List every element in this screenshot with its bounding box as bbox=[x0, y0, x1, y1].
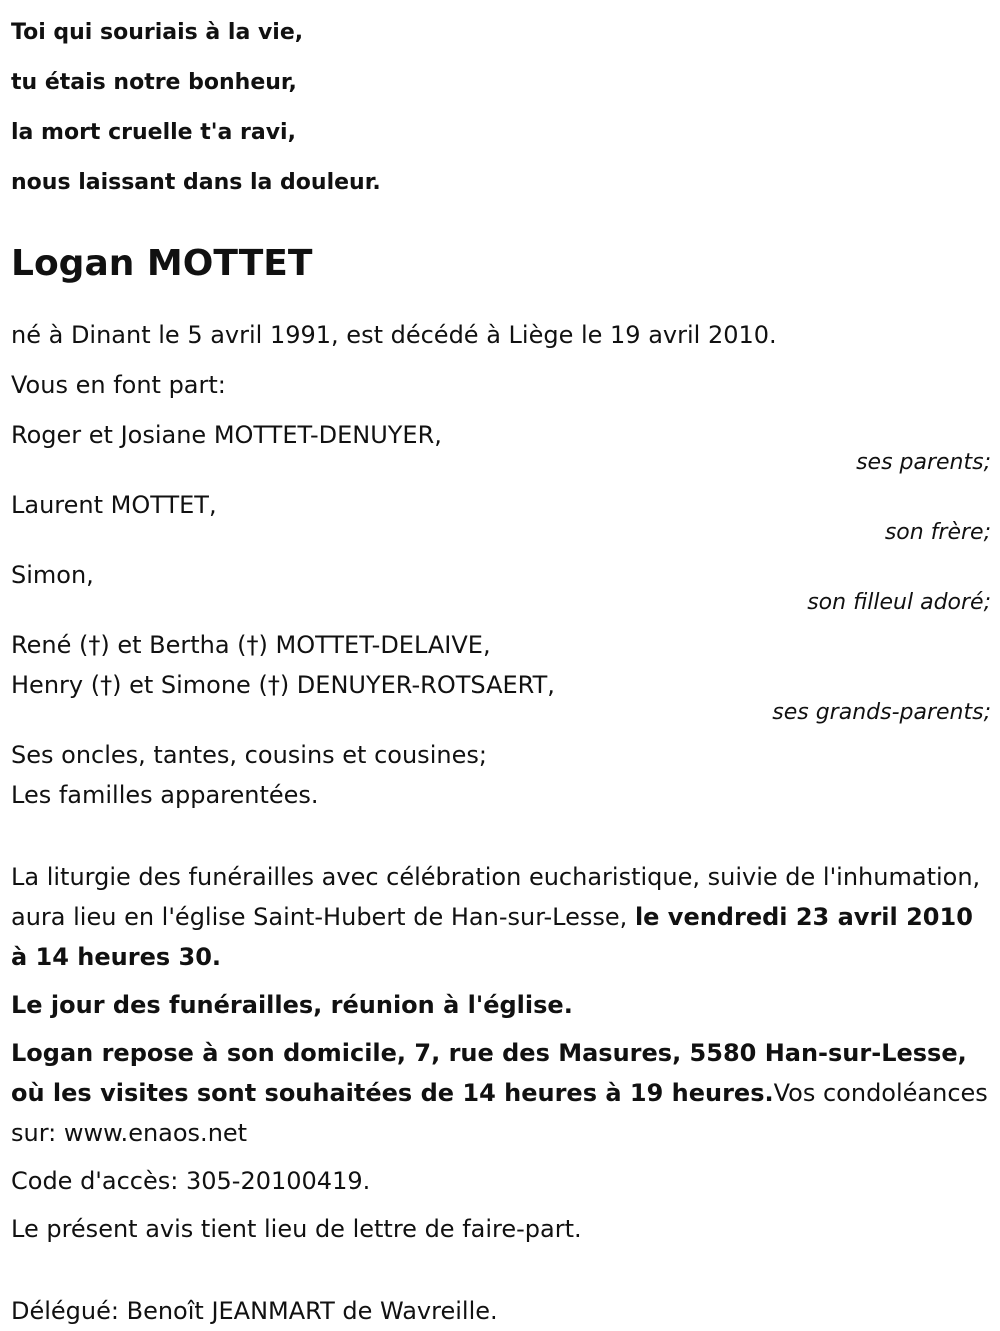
poem-line: nous laissant dans la douleur. bbox=[11, 170, 381, 195]
family-names: Laurent MOTTET, bbox=[11, 491, 217, 519]
liturgy-paragraph bbox=[11, 857, 991, 977]
birth-death-line: né à Dinant le 5 avril 1991, est décédé à Liège le 19 avril 2010. bbox=[11, 321, 777, 349]
access-code: Code d'accès: 305-20100419. bbox=[11, 1167, 371, 1195]
poem bbox=[11, 8, 991, 208]
other-relatives: Les familles apparentées. bbox=[11, 781, 319, 809]
meeting-note: Le jour des funérailles, réunion à l'église. bbox=[11, 991, 573, 1019]
delegate: Délégué: Benoît JEANMART de Wavreille. bbox=[11, 1297, 498, 1325]
deceased-name: Logan MOTTET bbox=[11, 243, 313, 284]
other-relatives: Ses oncles, tantes, cousins et cousines; bbox=[11, 741, 487, 769]
obituary-page bbox=[11, 0, 991, 1331]
family-relation: son filleul adoré; bbox=[807, 590, 991, 615]
family-entry bbox=[11, 485, 991, 547]
family-names: Simon, bbox=[11, 561, 94, 589]
faire-part-notice: Le présent avis tient lieu de lettre de faire-part. bbox=[11, 1215, 582, 1243]
family-entry bbox=[11, 555, 991, 617]
announce-intro: Vous en font part: bbox=[11, 371, 226, 399]
family-relation: ses grands-parents; bbox=[772, 700, 991, 725]
liturgy-text: La liturgie des funérailles avec célébration eucharistique, suivie de l'inhumation, aura lieu en l'église Saint-Hubert de Han-sur-Lesse, bbox=[11, 863, 981, 931]
rest-paragraph bbox=[11, 1033, 991, 1153]
family-relation: son frère; bbox=[884, 520, 991, 545]
rest-location: Logan repose à son domicile, 7, rue des Masures, 5580 Han-sur-Lesse, où les visites sont souhaitées de 14 heures à 19 heures. bbox=[11, 1039, 967, 1107]
poem-line: tu étais notre bonheur, bbox=[11, 70, 297, 95]
family-names: Roger et Josiane MOTTET-DENUYER, bbox=[11, 421, 442, 449]
condolences-text: Vos condoléances sur: www.enaos.net bbox=[11, 1079, 988, 1147]
family-entry bbox=[11, 625, 991, 727]
liturgy-date: le vendredi 23 avril 2010 à 14 heures 30. bbox=[11, 903, 973, 971]
family-relation: ses parents; bbox=[856, 450, 991, 475]
poem-line: Toi qui souriais à la vie, bbox=[11, 20, 304, 45]
poem-line: la mort cruelle t'a ravi, bbox=[11, 120, 296, 145]
family-names: René (†) et Bertha (†) MOTTET-DELAIVE, bbox=[11, 631, 491, 659]
family-names: Henry (†) et Simone (†) DENUYER-ROTSAERT, bbox=[11, 671, 555, 699]
family-entry bbox=[11, 415, 991, 477]
